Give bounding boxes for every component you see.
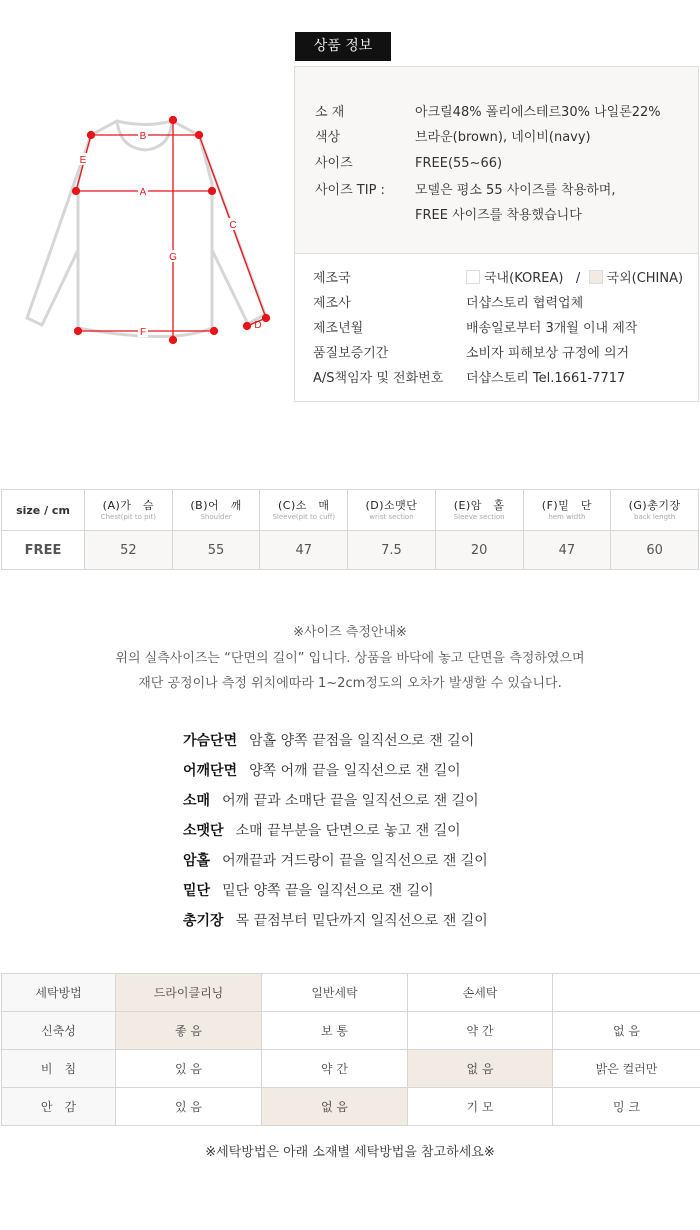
washing-table	[1, 973, 700, 1126]
definition-length: 총기장 목 끝점부터 밑단까지 일직선으로 잰 길이	[183, 913, 488, 929]
definition-armhole: 암홀 어깨끝과 겨드랑이 끝을 일직선으로 잰 길이	[183, 853, 488, 869]
wash-cell-selected: 없 음	[408, 1050, 553, 1088]
sweater-measurement-icon	[0, 100, 290, 360]
value-length: 60	[611, 531, 699, 570]
size-corner-cell: size / cm	[2, 490, 85, 531]
label-f: F	[139, 327, 147, 338]
checked-swatch-icon	[589, 270, 603, 284]
label-d: D	[254, 320, 262, 331]
value-shoulder: 55	[172, 531, 260, 570]
value-wrist: 7.5	[348, 531, 436, 570]
definition-sleeve: 소매 어깨 끝과 소매단 끝을 일직선으로 잰 길이	[183, 793, 479, 809]
value-chest: 52	[85, 531, 173, 570]
col-sleeve: (C)소 매 Sleeve(pit to cuff)	[260, 490, 348, 531]
label-e: E	[79, 155, 87, 166]
label-g: G	[169, 252, 177, 263]
label-c: C	[229, 220, 237, 231]
size-label: FREE	[2, 531, 85, 570]
value-hem: 47	[523, 531, 611, 570]
size-table-header	[2, 490, 699, 531]
wash-row-stretch: 신축성 좋 음 보 통 약 간 없 음	[2, 1012, 700, 1050]
label-b: B	[139, 131, 147, 142]
size-diagram	[0, 100, 290, 360]
wash-row-lining: 안 감 있 음 없 음 기 모 밍 크	[2, 1088, 700, 1126]
definition-shoulder: 어깨단면 양쪽 어깨 끝을 일직선으로 잰 길이	[183, 763, 461, 779]
washing-note: ※세탁방법은 아래 소재별 세탁방법을 참고하세요※	[205, 1145, 495, 1160]
unchecked-swatch-icon	[466, 270, 480, 284]
definition-chest: 가슴단면 암홀 양쪽 끝점을 일직선으로 잰 길이	[183, 733, 475, 749]
wash-row-method: 세탁방법 드라이클리닝 일반세탁 손세탁	[2, 974, 700, 1012]
guide-line-2: 재단 공정이나 측정 위치에따라 1~2cm정도의 오차가 발생할 수 있습니다.	[138, 676, 562, 691]
col-armhole: (E)암 홀 Sleeve section	[435, 490, 523, 531]
product-details: 소 재 아크릴48% 폴리에스테르30% 나일론22% 색상 브라운(brown), 네이비(navy) 사이즈 FREE(55~66) 사이즈 TIP : 모델은 평소 55 사이즈를 착용하며, FREE 사이즈를 착용했습니다	[295, 67, 698, 254]
definition-hem: 밑단 밑단 양쪽 끝을 일직선으로 잰 길이	[183, 883, 434, 899]
wash-cell-selected: 없 음	[262, 1088, 408, 1126]
wash-row-sheer: 비 침 있 음 약 간 없 음 밝은 컬러만	[2, 1050, 700, 1088]
product-info-title: 상품 정보	[295, 32, 391, 61]
definition-wrist: 소맷단 소매 끝부분을 단면으로 놓고 잰 길이	[183, 823, 461, 839]
col-length: (G)총기장 back length	[611, 490, 699, 531]
value-armhole: 20	[435, 531, 523, 570]
guide-title: ※사이즈 측정안내※	[293, 625, 407, 640]
col-wrist: (D)소맷단 wrist section	[348, 490, 436, 531]
col-hem: (F)밑 단 hem width	[523, 490, 611, 531]
size-table	[1, 489, 699, 570]
label-a: A	[139, 187, 147, 198]
value-sleeve: 47	[260, 531, 348, 570]
wash-cell-selected: 좋 음	[116, 1012, 262, 1050]
table-row	[2, 531, 699, 570]
guide-line-1: 위의 실측사이즈는 “단면의 길이” 입니다. 상품을 바닥에 놓고 단면을 측정하였으며	[115, 651, 585, 666]
wash-cell-selected: 드라이클리닝	[116, 974, 262, 1012]
product-info-box: 소 재 아크릴48% 폴리에스테르30% 나일론22% 색상 브라운(brown), 네이비(navy) 사이즈 FREE(55~66) 사이즈 TIP : 모델은 평소 55 사이즈를 착용하며, FREE 사이즈를 착용했습니다 제조국 국내(KOREA) / 국외(CHINA) 제조사 더샵스토리 협력업체 제조년월 배송일로부터 3개월 이내 제작 품질보증기간 소비자 피해보상 규정에 의거 A/S책임자 및 전화번호 더샵스토리 Tel.1661-7717	[294, 66, 699, 402]
col-chest: (A)가 슴 Chest(pit to pit)	[85, 490, 173, 531]
col-shoulder: (B)어 깨 Shoulder	[172, 490, 260, 531]
